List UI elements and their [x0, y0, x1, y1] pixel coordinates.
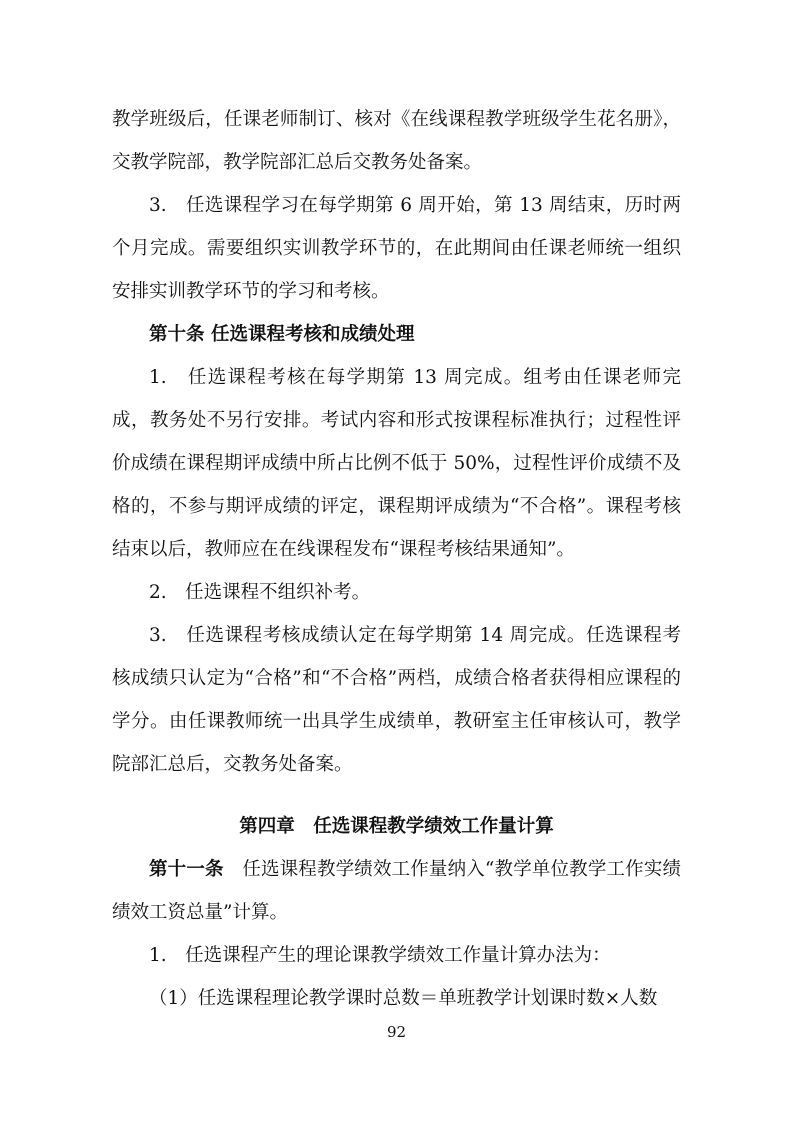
list-item-1-assessment: 1. 任选课程考核在每学期第 13 周完成。组考由任课老师完成，教务处不另行安排。考试内容和形式按课程标准执行；过程性评价成绩在课程期评成绩中所占比例不低于 50%，过程性评价成绩不及格的，不参与期评成绩的评定，课程期评成绩为“不合格”。课程考核结束以后，教师应在在线课程发布“课程考核结果通知”。 — [112, 367, 681, 560]
article-number-bold: 第十一条 — [149, 859, 224, 880]
list-item-2-no-makeup: 2. 任选课程不组织补考。 — [149, 582, 371, 603]
page-number: 92 — [386, 1023, 407, 1041]
paragraph-continued: 教学班级后，任课老师制订、核对《在线课程教学班级学生花名册》，交教学院部，教学院部汇总后交教务处备案。 — [112, 109, 681, 173]
list-item-3-study-period: 3. 任选课程学习在每学期第 6 周开始，第 13 周结束，历时两个月完成。需要组织实训教学环节的，在此期间由任课老师统一组织安排实训教学环节的学习和考核。 — [112, 195, 681, 302]
chapter-heading-4: 第四章 任选课程教学绩效工作量计算 — [239, 816, 554, 837]
document-body — [112, 98, 681, 1020]
formula-item-1: （1）任选课程理论教学课时总数＝单班教学计划课时数×人数 — [149, 988, 658, 1009]
section-heading-article-10: 第十条 任选课程考核和成绩处理 — [149, 324, 415, 345]
list-item-3-grade-confirmation: 3. 任选课程考核成绩认定在每学期第 14 周完成。任选课程考核成绩只认定为“合格”和“不合格”两档，成绩合格者获得相应课程的学分。由任课教师统一出具学生成绩单，教研室主任审核认可，教学院部汇总后，交教务处备案。 — [112, 625, 681, 775]
paragraph-article-11: 第十一条 任选课程教学绩效工作量纳入“教学单位教学工作实绩绩效工资总量”计算。 — [112, 859, 681, 923]
list-item-1-workload-method: 1. 任选课程产生的理论课教学绩效工作量计算办法为： — [149, 945, 611, 966]
